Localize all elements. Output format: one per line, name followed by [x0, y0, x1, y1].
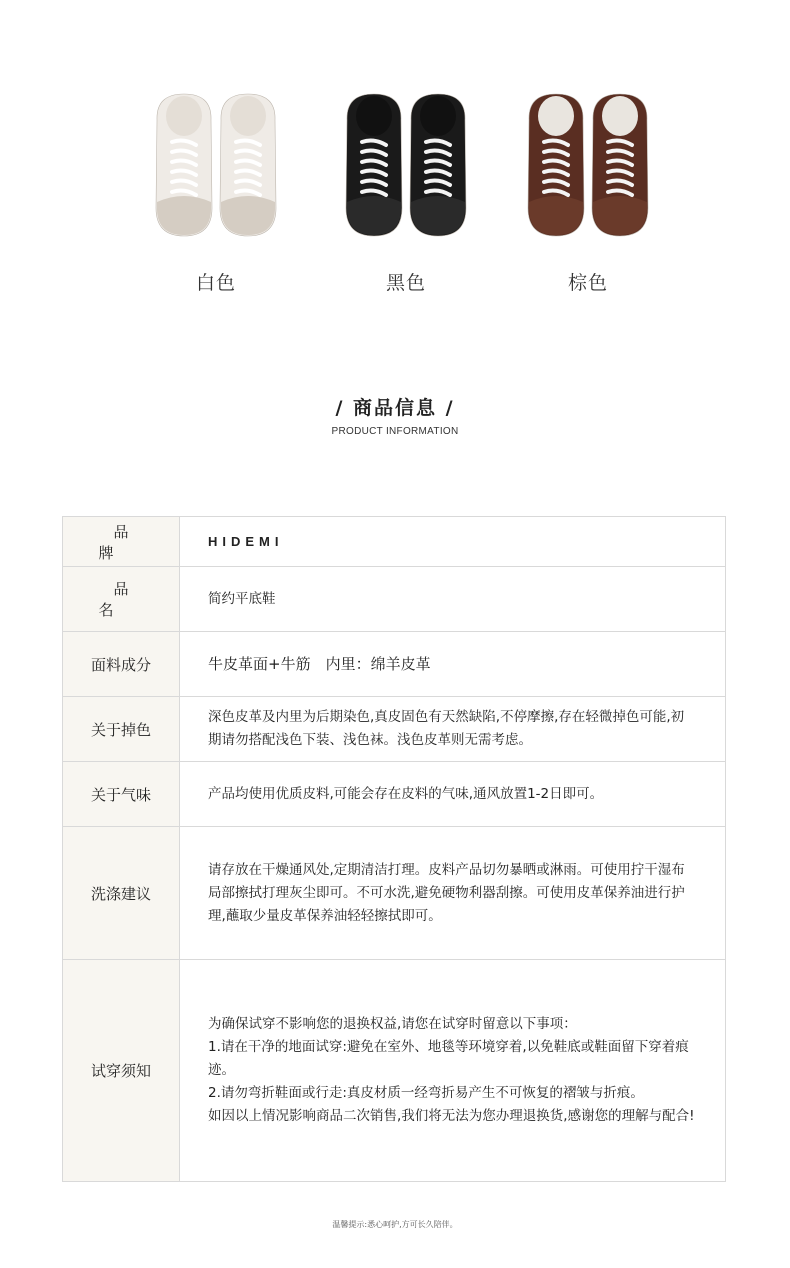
- row-value: 请存放在干燥通风处,定期清洁打理。皮料产品切勿暴晒或淋雨。可使用拧干湿布局部擦拭打理灰尘即可。不可水洗,避免硬物利器刮擦。可使用皮革保养油进行护理,蘸取少量皮革保养油轻轻擦拭即可。: [180, 827, 726, 960]
- section-title-cn: / 商品信息 /: [335, 397, 455, 419]
- try-line: 为确保试穿不影响您的退换权益,请您在试穿时留意以下事项：: [208, 1016, 577, 1032]
- try-line: 如因以上情况影响商品二次销售,我们将无法为您办理退换货,感谢您的理解与配合!: [208, 1108, 695, 1124]
- shoe-shape: [220, 94, 276, 236]
- white-shoe-image: [146, 90, 286, 240]
- row-value: [180, 960, 726, 1182]
- row-value: [180, 517, 726, 567]
- color-label-brown: 棕色: [567, 272, 608, 294]
- row-key: 品 名: [63, 567, 180, 632]
- row-value: 深色皮革及内里为后期染色,真皮固色有天然缺陷,不停摩擦,存在轻微掉色可能,初期请勿搭配浅色下装、浅色袜。浅色皮革则无需考虑。: [180, 697, 726, 762]
- table-row-name: [63, 567, 726, 632]
- section-header: [0, 393, 790, 437]
- black-shoe-image: [336, 90, 476, 240]
- try-line: 1.请在干净的地面试穿:避免在室外、地毯等环境穿着,以免鞋底或鞋面留下穿着痕迹。: [208, 1039, 689, 1078]
- table-row-material: [63, 632, 726, 697]
- color-label-white: 白色: [195, 272, 236, 294]
- shoe-shape: [156, 94, 212, 236]
- table-row-smell: [63, 762, 726, 827]
- table-row-try: [63, 960, 726, 1182]
- section-title-en: PRODUCT INFORMATION: [331, 426, 459, 437]
- try-line: 2.请勿弯折鞋面或行走:真皮材质一经弯折易产生不可恢复的褶皱与折痕。: [208, 1085, 644, 1101]
- row-value: 简约平底鞋: [180, 567, 726, 632]
- color-option-brown[interactable]: [518, 90, 658, 295]
- row-value: 产品均使用优质皮料,可能会存在皮料的气味,通风放置1-2日即可。: [180, 762, 726, 827]
- row-key: 关于气味: [63, 762, 180, 827]
- product-info-table: [62, 516, 726, 1182]
- row-key: 关于掉色: [63, 697, 180, 762]
- table-row-dye: [63, 697, 726, 762]
- shoe-shape: [410, 94, 466, 236]
- color-option-white[interactable]: [146, 90, 286, 295]
- shoe-shape: [592, 94, 648, 236]
- color-label-black: 黑色: [385, 272, 426, 294]
- row-key: 面料成分: [63, 632, 180, 697]
- footer-note: 温馨提示:悉心呵护,方可长久陪伴。: [332, 1220, 458, 1229]
- shoe-shape: [528, 94, 584, 236]
- color-option-black[interactable]: [336, 90, 476, 295]
- table-row-brand: [63, 517, 726, 567]
- table-row-care: [63, 827, 726, 960]
- row-key: 试穿须知: [63, 960, 180, 1182]
- shoe-shape: [346, 94, 402, 236]
- row-key: 洗涤建议: [63, 827, 180, 960]
- brown-shoe-image: [518, 90, 658, 240]
- color-options: [0, 90, 790, 310]
- row-value: 牛皮革面+牛筋 内里：绵羊皮革: [180, 632, 726, 697]
- row-key: 品 牌: [63, 517, 180, 567]
- brand-name: HIDEMI: [208, 533, 284, 549]
